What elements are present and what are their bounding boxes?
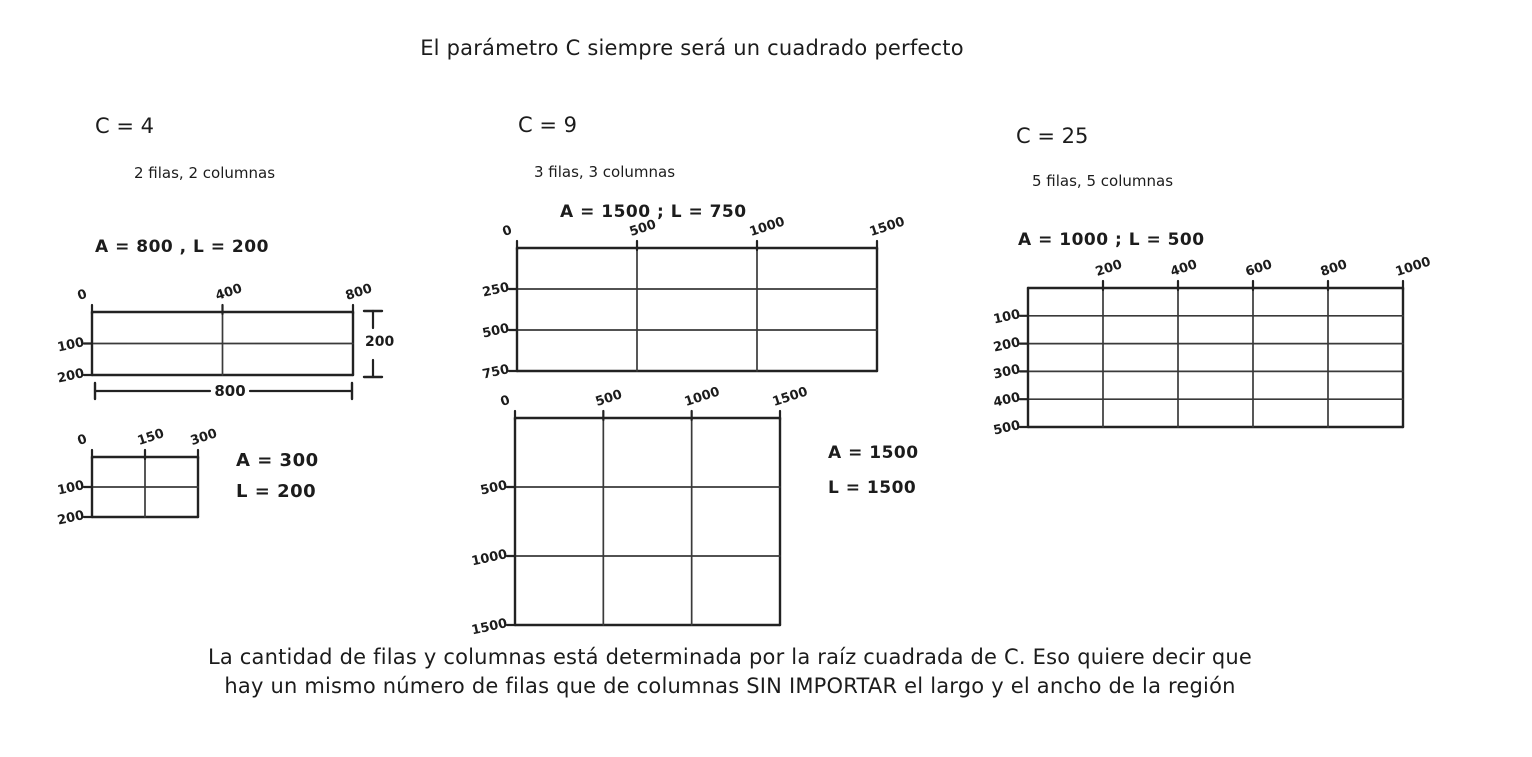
page-title: El parámetro C siempre será un cuadrado perfecto [420, 36, 964, 60]
x-tick-label: 0 [498, 392, 512, 410]
c25-grid1 [991, 254, 1433, 439]
y-tick-label: 250 [480, 280, 511, 301]
y-tick-label: 100 [991, 306, 1022, 328]
grid-lines [515, 418, 780, 625]
x-tick-label: 1500 [867, 214, 907, 240]
section-c9-heading: C = 9 [518, 113, 577, 137]
footer-line-1: La cantidad de filas y columnas está determinada por la raíz cuadrada de C. Eso quiere decir que [207, 645, 1253, 669]
grid-lines [92, 457, 198, 517]
c4-grid1 [55, 281, 375, 387]
y-tick-label: 500 [478, 478, 509, 499]
y-tick-label: 200 [991, 334, 1022, 356]
c9-grid1 [480, 214, 907, 383]
c4-grid1-height-bracket [360, 308, 394, 382]
x-tick-label: 1000 [682, 384, 722, 410]
grid-lines [1028, 288, 1403, 427]
x-tick-label: 0 [75, 286, 89, 304]
x-tick-label: 1000 [747, 214, 787, 240]
y-tick-label: 500 [991, 418, 1022, 439]
y-tick-label: 400 [991, 390, 1022, 411]
c25-grid1-params: A = 1000 ; L = 500 [1018, 230, 1205, 250]
y-tick-label: 200 [55, 508, 86, 529]
section-c4-heading: C = 4 [95, 114, 154, 138]
x-tick-label: 300 [188, 426, 220, 449]
y-tick-label: 750 [480, 362, 511, 383]
y-tick-label: 1500 [470, 616, 509, 639]
x-tick-label: 500 [627, 217, 659, 240]
x-tick-label: 600 [1243, 257, 1275, 280]
section-c25-heading: C = 25 [1016, 124, 1089, 148]
c4-grid1-params: A = 800 , L = 200 [95, 237, 269, 257]
c9-grid2-param-l: L = 1500 [828, 478, 917, 498]
section-c9-subtitle: 3 filas, 3 columnas [534, 163, 676, 181]
y-tick-label: 100 [55, 478, 86, 499]
x-tick-label: 200 [1093, 257, 1125, 280]
y-tick-label: 200 [55, 366, 86, 387]
c4-grid1-height-dim: 200 [365, 334, 395, 350]
c4-grid2-param-a: A = 300 [236, 450, 319, 471]
section-c4-subtitle: 2 filas, 2 columnas [134, 164, 276, 182]
x-tick-label: 150 [135, 426, 167, 449]
c9-grid2 [470, 384, 810, 639]
y-tick-label: 1000 [470, 547, 509, 570]
c4-grid1-width-dim: 800 [214, 382, 246, 400]
footer-line-2: hay un mismo número de filas que de columnas SIN IMPORTAR el largo y el ancho de la región [224, 674, 1236, 698]
x-tick-label: 800 [1318, 257, 1350, 280]
c9-grid2-param-a: A = 1500 [828, 443, 919, 463]
y-tick-label: 500 [480, 321, 511, 342]
x-tick-label: 400 [1168, 257, 1200, 280]
section-c25-subtitle: 5 filas, 5 columnas [1032, 172, 1174, 190]
grid-lines [517, 248, 877, 371]
grid-lines [92, 312, 353, 375]
c4-grid1-width-bracket [92, 380, 355, 402]
x-tick-label: 800 [343, 281, 375, 304]
c9-grid1-params: A = 1500 ; L = 750 [560, 202, 747, 222]
x-tick-label: 400 [213, 281, 244, 304]
y-tick-label: 300 [991, 362, 1022, 383]
x-tick-label: 0 [500, 222, 514, 240]
x-tick-label: 1000 [1393, 254, 1433, 280]
y-tick-label: 100 [55, 334, 86, 355]
x-tick-label: 1500 [770, 384, 810, 410]
x-tick-label: 0 [75, 431, 89, 449]
c4-grid2 [55, 426, 220, 529]
c4-grid2-param-l: L = 200 [236, 481, 317, 502]
x-tick-label: 500 [594, 387, 625, 410]
